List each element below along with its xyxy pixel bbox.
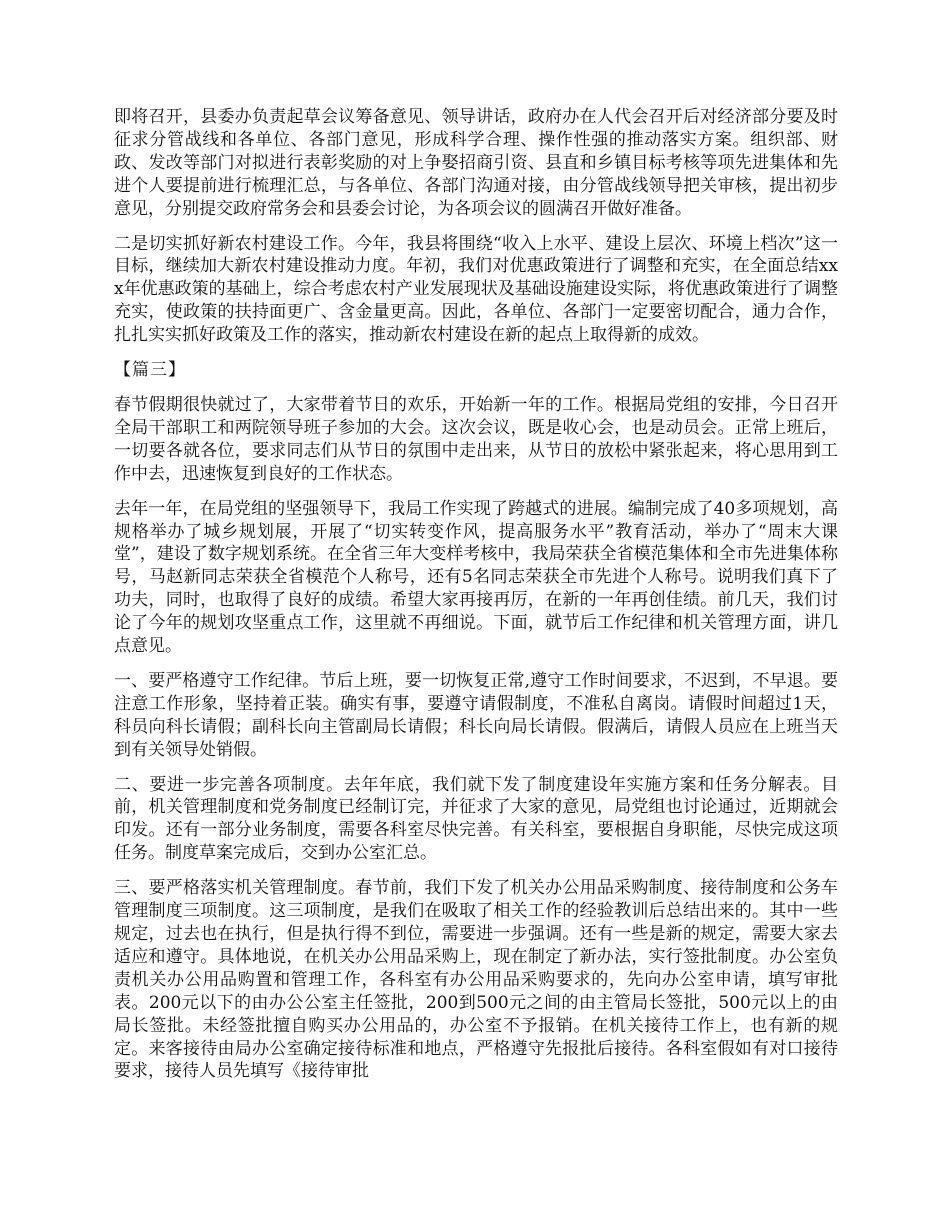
paragraph-work-discipline: 一、要严格遵守工作纪律。节后上班，要一切恢复正常,遵守工作时间要求，不迟到，不早退。要注意工作形象，坚持着正装。确实有事，要遵守请假制度，不准私自离岗。请假时间超过1天，科员向科长请假；副科长向主管副局长请假；科长向局长请假。假满后，请假人员应在上班当天到有关领导处销假。 [114, 670, 838, 760]
document-page [114, 106, 838, 1095]
paragraph-spring-festival: 春节假期很快就过了，大家带着节日的欢乐，开始新一年的工作。根据局党组的安排，今日召开全局干部职工和两院领导班子参加的大会。这次会议，既是收心会，也是动员会。正常上班后，一切要各就各位，要求同志们从节日的氛围中走出来，从节日的放松中紧张起来，将心思用到工作中去，迅速恢复到良好的工作状态。 [114, 394, 838, 484]
paragraph-last-year: 去年一年，在局党组的坚强领导下，我局工作实现了跨越式的进展。编制完成了40多项规划，高规格举办了城乡规划展，开展了“切实转变作风，提高服务水平”教育活动，举办了“周末大课堂”，建设了数字规划系统。在全省三年大变样考核中，我局荣获全省模范集体和全市先进集体称号，马赵新同志荣获全省模范个人称号，还有5名同志荣获全市先进个人称号。说明我们真下了功夫，同时，也取得了良好的成绩。希望大家再接再厉，在新的一年再创佳绩。前几天，我们讨论了今年的规划攻坚重点工作，这里就不再细说。下面，就节后工作纪律和机关管理方面，讲几点意见。 [114, 498, 838, 657]
paragraph-office-management: 三、要严格落实机关管理制度。春节前，我们下发了机关办公用品采购制度、接待制度和公务车管理制度三项制度。这三项制度，是我们在吸取了相关工作的经验教训后总结出来的。其中一些规定，过去也在执行，但是执行得不到位，需要进一步强调。还有一些是新的规定，需要大家去适应和遵守。具体地说，在机关办公用品采购上，现在制定了新办法，实行签批制度。办公室负责机关办公用品购置和管理工作，各科室有办公用品采购要求的，先向办公室申请，填写审批表。200元以下的由办公公室主任签批，200到500元之间的由主管局长签批，500元以上的由局长签批。未经签批擅自购买办公用品的，办公室不予报销。在机关接待工作上，也有新的规定。来客接待由局办公室确定接待标准和地点，严格遵守先报批后接待。各科室假如有对口接待要求，接待人员先填写《接待审批 [114, 878, 838, 1082]
section-heading: 【篇三】 [114, 360, 186, 381]
paragraph-meeting-prep: 即将召开，县委办负责起草会议筹备意见、领导讲话，政府办在人代会召开后对经济部分要及时征求分管战线和各单位、各部门意见，形成科学合理、操作性强的推动落实方案。组织部、财政、发改等部门对拟进行表彰奖励的对上争娶招商引资、县直和乡镇目标考核等项先进集体和先进个人要提前进行梳理汇总，与各单位、各部门沟通对接，由分管战线领导把关审核，提出初步意见，分别提交政府常务会和县委会讨论，为各项会议的圆满召开做好准备。 [114, 107, 838, 219]
paragraph-new-countryside: 二是切实抓好新农村建设工作。今年，我县将围绕“收入上水平、建设上层次、环境上档次”这一目标，继续加大新农村建设推动力度。年初，我们对优惠政策进行了调整和充实，在全面总结xxx年优惠政策的基础上，综合考虑农村产业发展现状及基础设施建设实际，将优惠政策进行了调整充实，使政策的扶持面更广、含金量更高。因此，各单位、各部门一定要密切配合，通力合作，扎扎实实抓好政策及工作的落实，推动新农村建设在新的起点上取得新的成效。 [114, 233, 838, 346]
paragraph-improve-rules: 二、要进一步完善各项制度。去年年底，我们就下发了制度建设年实施方案和任务分解表。目前，机关管理制度和党务制度已经制订完，并征求了大家的意见，局党组也讨论通过，近期就会印发。还有一部分业务制度，需要各科室尽快完善。有关科室，要根据自身职能，尽快完成这项任务。制度草案完成后，交到办公室汇总。 [114, 774, 838, 864]
